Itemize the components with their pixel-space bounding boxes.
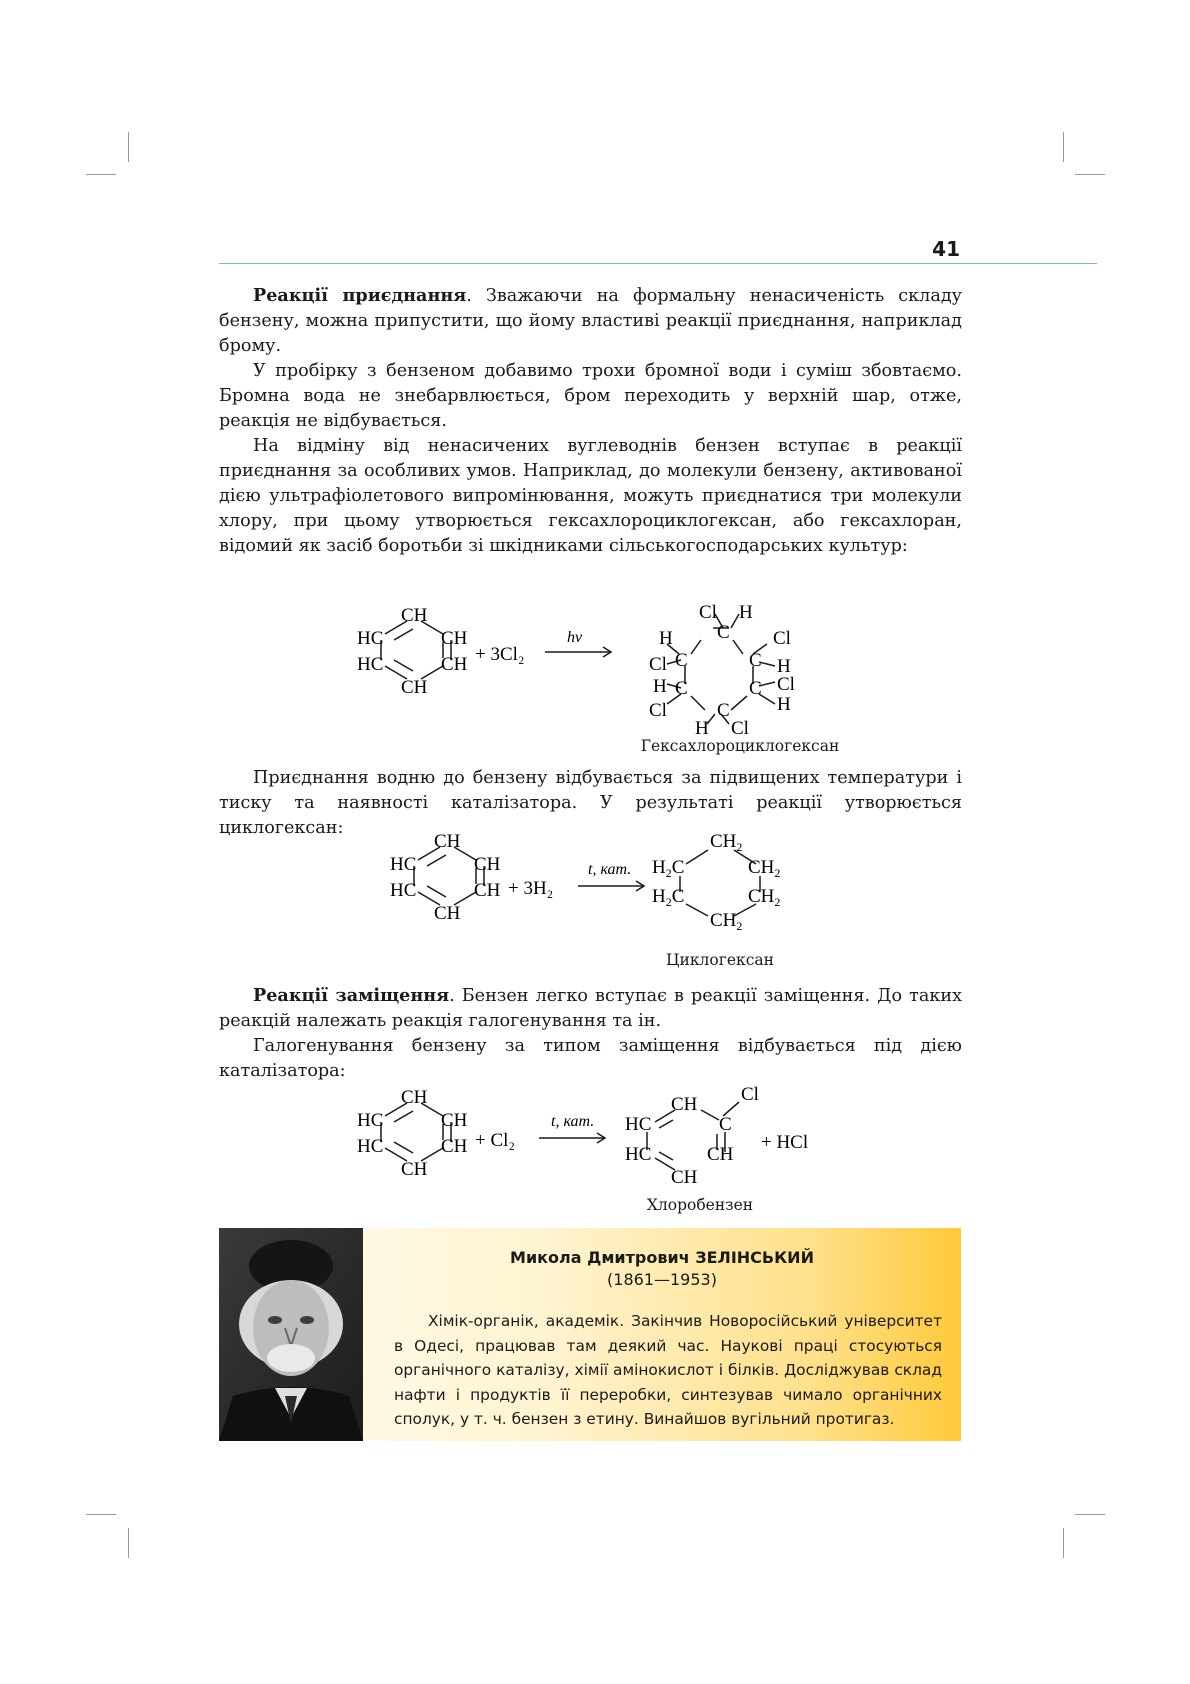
paragraph: На відміну від ненасичених вуглеводнів бензен вступає в реакції приєднання за особливих умов. Наприклад, до молекули бензену, активованої дією ультрафіолетового випромінювання, можуть приєднатися три молекули хлору, при цьому утворюється гексахлороциклогексан, або гексахлоран, відомий як засіб боротьби зі шкідниками сільськогосподарських культур: xyxy=(219,436,962,556)
atom-cl: Cl xyxy=(741,1084,759,1105)
crop-mark xyxy=(86,174,116,175)
crop-mark xyxy=(1075,1514,1105,1515)
bio-text xyxy=(394,1309,942,1432)
bio-dates: (1861—1953) xyxy=(607,1270,717,1289)
paragraph: Приєднання водню до бензену відбувається за підвищених температури і тиску та наявності каталізатора. У результаті реакції утворюється циклогексан: xyxy=(219,768,962,838)
reagent: + 3H₂ xyxy=(508,878,554,899)
atom-hc: HC xyxy=(390,854,417,875)
atom-h: H xyxy=(695,718,709,739)
atom-c: C xyxy=(675,678,688,699)
bio-paragraph: Хімік-органік, академік. Закінчив Новоросійський університет в Одесі, працював там деякий час. Наукові праці стосуються органічного каталізу, хімії амінокислот і білків. Досліджував склад нафти і продуктів її переробки, синтезував чимало органічних сполук, у т. ч. бензен з етину. Винайшов вугільний протигаз. xyxy=(394,1312,942,1428)
atom-h: H xyxy=(659,628,673,649)
section-heading: Реакції заміщення xyxy=(253,985,450,1006)
caption-hexachlorocyclohexane: Гексахлороциклогексан xyxy=(640,737,840,755)
atom-ch: CH xyxy=(671,1094,698,1115)
caption-chlorobenzene: Хлоробензен xyxy=(646,1196,754,1214)
crop-mark xyxy=(1063,132,1064,162)
paragraph-text: . Бензен легко вступає в реакції заміщення. До таких реакцій належать реакція галогенування та ін. xyxy=(219,986,962,1031)
paragraph: Галогенування бензену за типом заміщення відбувається під дією каталізатора: xyxy=(219,1036,962,1081)
atom-hc: HC xyxy=(357,628,384,649)
atom-c: C xyxy=(719,1114,732,1135)
text-block-substitution xyxy=(219,983,962,1084)
byproduct: + HCl xyxy=(761,1132,809,1153)
atom-ch2: $CH_2$ xyxy=(748,886,781,909)
atom-ch: CH xyxy=(474,880,501,901)
reaction-halogenation xyxy=(355,1086,825,1196)
atom-ch: CH xyxy=(441,1136,468,1157)
atom-ch2: $CH_2$ xyxy=(710,831,743,854)
atom-ch2: $CH_2$ xyxy=(710,910,743,933)
atom-cl: Cl xyxy=(699,602,717,623)
atom-cl: Cl xyxy=(649,654,667,675)
reagent: + Cl₂ xyxy=(475,1130,516,1151)
reaction-diagram xyxy=(388,830,808,933)
paragraph xyxy=(219,983,962,1034)
atom-ch: CH xyxy=(671,1167,698,1188)
atom-ch: CH xyxy=(401,1087,428,1108)
crop-mark xyxy=(86,1514,116,1515)
atom-h: H xyxy=(739,602,753,623)
reaction-condition: hν xyxy=(567,629,583,646)
atom-cl: Cl xyxy=(649,700,667,721)
atom-ch: CH xyxy=(434,831,461,852)
reaction-condition: t, кат. xyxy=(551,1113,595,1130)
atom-ch: CH xyxy=(707,1144,734,1165)
reaction-diagram xyxy=(355,602,885,739)
crop-mark xyxy=(128,132,129,162)
atom-c: C xyxy=(749,650,762,671)
atom-ch: CH xyxy=(441,628,468,649)
atom-ch: CH xyxy=(474,854,501,875)
reaction-hydrogenation xyxy=(388,830,808,933)
atom-ch: CH xyxy=(441,1110,468,1131)
caption-cyclohexane: Циклогексан xyxy=(666,951,774,969)
atom-c: C xyxy=(717,700,730,721)
atom-h: H xyxy=(777,694,791,715)
biography-box xyxy=(219,1228,961,1441)
atom-hc: HC xyxy=(625,1144,652,1165)
reagent: + 3Cl₂ xyxy=(475,644,525,665)
atom-h2c: $H_2C$ xyxy=(652,886,685,909)
section-heading: Реакції приєднання xyxy=(253,285,467,306)
atom-c: C xyxy=(749,678,762,699)
reaction-diagram xyxy=(355,1086,825,1196)
crop-mark xyxy=(1063,1528,1064,1558)
atom-ch: CH xyxy=(401,677,428,698)
reaction-condition: t, кат. xyxy=(588,861,632,878)
crop-mark xyxy=(128,1528,129,1558)
atom-h2c: $H_2C$ xyxy=(652,857,685,880)
bio-name: Микола Дмитрович ЗЕЛІНСЬКИЙ xyxy=(510,1248,814,1267)
atom-c: C xyxy=(675,650,688,671)
atom-cl: Cl xyxy=(731,718,749,739)
paragraph xyxy=(219,283,962,359)
atom-ch2: $CH_2$ xyxy=(748,857,781,880)
atom-hc: HC xyxy=(625,1114,652,1135)
atom-h: H xyxy=(653,676,667,697)
atom-cl: Cl xyxy=(773,628,791,649)
atom-hc: HC xyxy=(390,880,417,901)
crop-mark xyxy=(1075,174,1105,175)
atom-ch: CH xyxy=(401,605,428,626)
atom-ch: CH xyxy=(434,903,461,924)
page-number: 41 xyxy=(932,237,960,261)
paragraph-text: . Зважаючи на формальну ненасиченість складу бензену, можна припустити, що йому властиві реакції приєднання, наприклад брому. xyxy=(219,286,962,356)
text-block-addition xyxy=(219,283,962,559)
atom-ch: CH xyxy=(441,654,468,675)
header-rule xyxy=(219,263,1097,264)
atom-hc: HC xyxy=(357,1136,384,1157)
atom-hc: HC xyxy=(357,654,384,675)
paragraph: У пробірку з бензеном добавимо трохи бромної води і суміш збовтаємо. Бромна вода не знебарвлюється, бром переходить у верхній шар, отже, реакція не відбувається. xyxy=(219,361,962,431)
portrait-photo xyxy=(219,1228,363,1441)
atom-hc: HC xyxy=(357,1110,384,1131)
reaction-chlorination-addition xyxy=(355,602,885,739)
atom-h: H xyxy=(777,656,791,677)
atom-cl: Cl xyxy=(777,674,795,695)
atom-ch: CH xyxy=(401,1159,428,1180)
atom-c: C xyxy=(717,622,730,643)
